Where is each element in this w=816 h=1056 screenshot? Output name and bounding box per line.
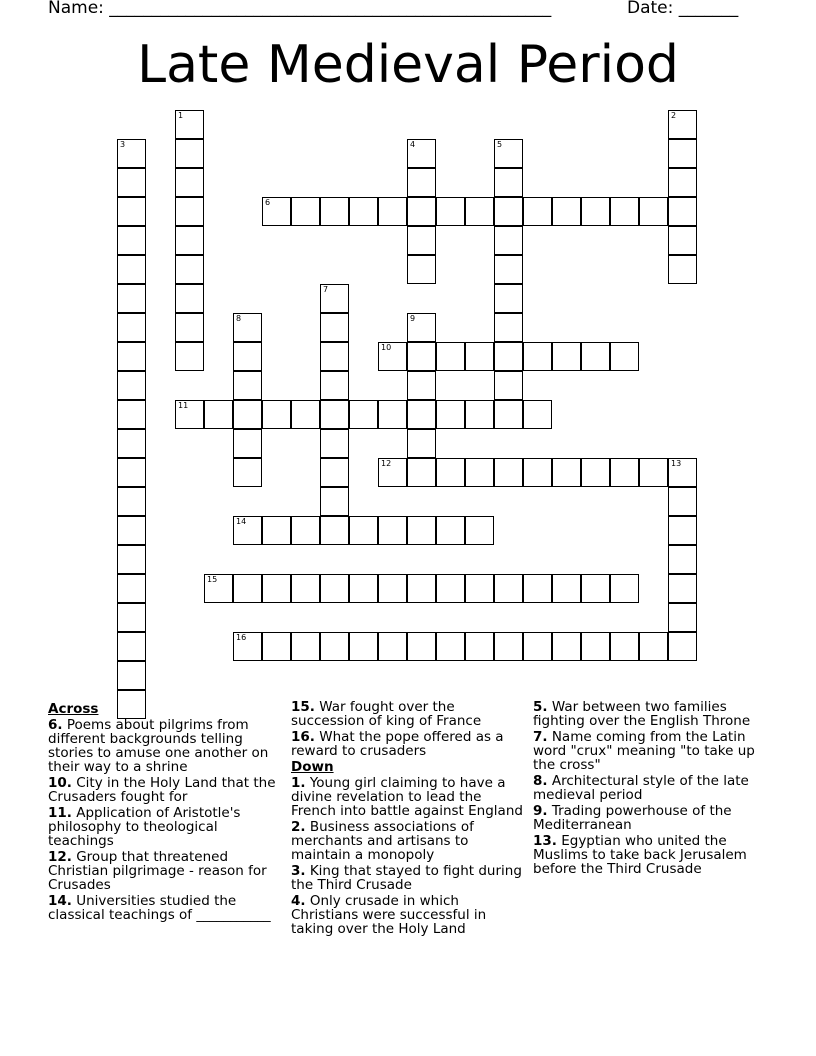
grid-cell[interactable] (552, 574, 581, 603)
clue-number: 7. (533, 729, 548, 745)
puzzle-title: Late Medieval Period (137, 35, 679, 95)
clue-number-label: 12 (381, 459, 392, 468)
clue-number-label: 6 (265, 198, 271, 207)
grid-cell[interactable] (465, 574, 494, 603)
grid-cell[interactable] (291, 516, 320, 545)
grid-cell[interactable] (494, 632, 523, 661)
grid-cell[interactable] (320, 313, 349, 342)
clue-across-11 (48, 806, 284, 848)
clue-number: 8. (533, 773, 548, 789)
grid-cell[interactable] (407, 371, 436, 400)
grid-cell[interactable] (349, 632, 378, 661)
grid-cell[interactable] (668, 545, 697, 574)
grid-cell[interactable] (117, 342, 146, 371)
grid-cell[interactable] (465, 632, 494, 661)
clue-number-label: 10 (381, 343, 392, 352)
grid-cell[interactable] (494, 139, 523, 168)
grid-cell[interactable] (552, 197, 581, 226)
grid-cell[interactable] (320, 284, 349, 313)
grid-cell[interactable] (407, 342, 436, 371)
grid-cell[interactable] (291, 632, 320, 661)
clue-number-label: 1 (178, 111, 184, 120)
grid-cell[interactable] (668, 516, 697, 545)
grid-cell[interactable] (668, 574, 697, 603)
grid-cell[interactable] (262, 516, 291, 545)
grid-cell[interactable] (610, 458, 639, 487)
grid-cell[interactable] (320, 342, 349, 371)
grid-cell[interactable] (494, 255, 523, 284)
grid-cell[interactable] (465, 400, 494, 429)
grid-cell[interactable] (117, 545, 146, 574)
grid-cell[interactable] (320, 487, 349, 516)
grid-cell[interactable] (175, 313, 204, 342)
grid-cell[interactable] (436, 342, 465, 371)
clue-down-1 (291, 776, 523, 818)
grid-cell[interactable] (581, 632, 610, 661)
clue-down-9 (533, 804, 773, 832)
grid-cell[interactable] (117, 661, 146, 690)
clue-text: War between two families fighting over the English Throne (533, 699, 751, 729)
clue-down-7 (533, 730, 773, 772)
clue-number: 9. (533, 803, 548, 819)
grid-cell[interactable] (233, 458, 262, 487)
grid-cell[interactable] (204, 574, 233, 603)
grid-cell[interactable] (117, 168, 146, 197)
grid-cell[interactable] (233, 516, 262, 545)
grid-cell[interactable] (465, 197, 494, 226)
grid-cell[interactable] (117, 429, 146, 458)
grid-cell[interactable] (494, 197, 523, 226)
grid-cell[interactable] (262, 632, 291, 661)
grid-cell[interactable] (320, 574, 349, 603)
clue-number: 2. (291, 819, 306, 835)
clue-number-label: 8 (236, 314, 242, 323)
clue-text: Young girl claiming to have a divine revelation to lead the French into battle against England (291, 775, 523, 819)
clue-number: 11. (48, 805, 72, 821)
clue-number: 1. (291, 775, 306, 791)
grid-cell[interactable] (378, 516, 407, 545)
grid-cell[interactable] (233, 371, 262, 400)
grid-cell[interactable] (320, 458, 349, 487)
grid-cell[interactable] (117, 487, 146, 516)
grid-cell[interactable] (175, 342, 204, 371)
clues-column-3 (533, 700, 773, 878)
grid-cell[interactable] (117, 226, 146, 255)
grid-cell[interactable] (175, 255, 204, 284)
clues-column-1 (48, 700, 284, 924)
grid-cell[interactable] (117, 139, 146, 168)
grid-cell[interactable] (610, 632, 639, 661)
grid-cell[interactable] (262, 400, 291, 429)
grid-cell[interactable] (610, 197, 639, 226)
clue-text: What the pope offered as a reward to crusaders (291, 729, 504, 759)
grid-cell[interactable] (117, 255, 146, 284)
clue-number: 13. (533, 833, 557, 849)
clue-across-14 (48, 894, 284, 922)
clue-number-label: 5 (497, 140, 503, 149)
grid-cell[interactable] (117, 197, 146, 226)
clue-text: Group that threatened Christian pilgrimage - reason for Crusades (48, 849, 267, 893)
clue-number: 3. (291, 863, 306, 879)
grid-cell[interactable] (175, 197, 204, 226)
clue-across-12 (48, 850, 284, 892)
grid-cell[interactable] (581, 574, 610, 603)
clue-number-label: 14 (236, 517, 247, 526)
grid-cell[interactable] (668, 487, 697, 516)
grid-cell[interactable] (378, 197, 407, 226)
clue-text: City in the Holy Land that the Crusaders fought for (48, 775, 276, 805)
grid-cell[interactable] (349, 400, 378, 429)
grid-cell[interactable] (320, 371, 349, 400)
grid-cell[interactable] (494, 342, 523, 371)
grid-cell[interactable] (262, 197, 291, 226)
grid-cell[interactable] (407, 139, 436, 168)
grid-cell[interactable] (407, 458, 436, 487)
grid-cell[interactable] (494, 313, 523, 342)
grid-cell[interactable] (494, 226, 523, 255)
clue-text: War fought over the succession of king of France (291, 699, 482, 729)
name-field-label: Name: ____________________________________________________ (48, 0, 552, 18)
clue-number-label: 15 (207, 575, 218, 584)
grid-cell[interactable] (117, 284, 146, 313)
clue-number: 16. (291, 729, 315, 745)
grid-cell[interactable] (465, 516, 494, 545)
grid-cell[interactable] (117, 400, 146, 429)
clue-number: 10. (48, 775, 72, 791)
grid-cell[interactable] (320, 632, 349, 661)
grid-cell[interactable] (494, 371, 523, 400)
clue-down-5 (533, 700, 773, 728)
grid-cell[interactable] (349, 197, 378, 226)
grid-cell[interactable] (233, 632, 262, 661)
clue-text: Trading powerhouse of the Mediterranean (533, 803, 732, 833)
grid-cell[interactable] (204, 400, 233, 429)
clue-number-label: 9 (410, 314, 416, 323)
date-field-label: Date: _______ (627, 0, 739, 18)
grid-cell[interactable] (523, 458, 552, 487)
grid-cell[interactable] (378, 574, 407, 603)
grid-cell[interactable] (523, 632, 552, 661)
grid-cell[interactable] (494, 400, 523, 429)
clue-text: Egyptian who united the Muslims to take back Jerusalem before the Third Crusade (533, 833, 747, 877)
grid-cell[interactable] (320, 516, 349, 545)
grid-cell[interactable] (668, 632, 697, 661)
grid-cell[interactable] (233, 342, 262, 371)
grid-cell[interactable] (320, 429, 349, 458)
grid-cell[interactable] (494, 168, 523, 197)
clue-across-16 (291, 730, 523, 758)
grid-cell[interactable] (349, 516, 378, 545)
clue-number: 15. (291, 699, 315, 715)
grid-cell[interactable] (175, 168, 204, 197)
grid-cell[interactable] (378, 342, 407, 371)
grid-cell[interactable] (668, 168, 697, 197)
grid-cell[interactable] (378, 400, 407, 429)
grid-cell[interactable] (117, 371, 146, 400)
grid-cell[interactable] (436, 632, 465, 661)
grid-cell[interactable] (436, 574, 465, 603)
clue-down-2 (291, 820, 523, 862)
grid-cell[interactable] (523, 400, 552, 429)
grid-cell[interactable] (117, 516, 146, 545)
grid-cell[interactable] (407, 313, 436, 342)
grid-cell[interactable] (175, 226, 204, 255)
grid-cell[interactable] (581, 197, 610, 226)
grid-cell[interactable] (523, 197, 552, 226)
clue-number: 5. (533, 699, 548, 715)
grid-cell[interactable] (494, 284, 523, 313)
grid-cell[interactable] (465, 342, 494, 371)
grid-cell[interactable] (610, 342, 639, 371)
clue-number-label: 3 (120, 140, 126, 149)
clue-across-6 (48, 718, 284, 774)
grid-cell[interactable] (668, 197, 697, 226)
across-heading: Across (48, 701, 99, 717)
grid-cell[interactable] (407, 400, 436, 429)
clue-text: Name coming from the Latin word "crux" meaning "to take up the cross" (533, 729, 755, 773)
grid-cell[interactable] (175, 284, 204, 313)
clue-number-label: 11 (178, 401, 189, 410)
grid-cell[interactable] (639, 632, 668, 661)
grid-cell[interactable] (291, 197, 320, 226)
clue-text: Architectural style of the late medieval period (533, 773, 749, 803)
grid-cell[interactable] (117, 574, 146, 603)
grid-cell[interactable] (378, 458, 407, 487)
clue-number: 14. (48, 893, 72, 909)
clue-number-label: 4 (410, 140, 416, 149)
grid-cell[interactable] (465, 458, 494, 487)
grid-cell[interactable] (436, 400, 465, 429)
clue-number-label: 16 (236, 633, 247, 642)
grid-cell[interactable] (494, 458, 523, 487)
grid-cell[interactable] (436, 458, 465, 487)
grid-cell[interactable] (407, 226, 436, 255)
grid-cell[interactable] (668, 458, 697, 487)
clue-number-label: 2 (671, 111, 677, 120)
clue-text: Poems about pilgrims from different backgrounds telling stories to amuse one another on their way to a shrine (48, 717, 269, 775)
grid-cell[interactable] (291, 574, 320, 603)
grid-cell[interactable] (436, 516, 465, 545)
grid-cell[interactable] (639, 458, 668, 487)
grid-cell[interactable] (407, 255, 436, 284)
clue-number: 4. (291, 893, 306, 909)
grid-cell[interactable] (407, 197, 436, 226)
clue-text: Business associations of merchants and artisans to maintain a monopoly (291, 819, 474, 863)
clue-number: 6. (48, 717, 63, 733)
grid-cell[interactable] (262, 574, 291, 603)
grid-cell[interactable] (349, 574, 378, 603)
grid-cell[interactable] (233, 313, 262, 342)
grid-cell[interactable] (581, 458, 610, 487)
clue-across-10 (48, 776, 284, 804)
grid-cell[interactable] (407, 574, 436, 603)
down-heading: Down (291, 759, 334, 775)
clue-down-13 (533, 834, 773, 876)
grid-cell[interactable] (523, 574, 552, 603)
grid-cell[interactable] (668, 226, 697, 255)
grid-cell[interactable] (117, 313, 146, 342)
grid-cell[interactable] (233, 429, 262, 458)
grid-cell[interactable] (552, 632, 581, 661)
grid-cell[interactable] (378, 632, 407, 661)
clue-number: 12. (48, 849, 72, 865)
grid-cell[interactable] (668, 603, 697, 632)
grid-cell[interactable] (494, 574, 523, 603)
clue-down-3 (291, 864, 523, 892)
grid-cell[interactable] (117, 458, 146, 487)
clue-down-8 (533, 774, 773, 802)
grid-cell[interactable] (581, 342, 610, 371)
clue-across-15 (291, 700, 523, 728)
clue-text: Application of Aristotle's philosophy to theological teachings (48, 805, 241, 849)
grid-cell[interactable] (552, 342, 581, 371)
grid-cell[interactable] (233, 400, 262, 429)
grid-cell[interactable] (407, 168, 436, 197)
clue-number-label: 7 (323, 285, 329, 294)
grid-cell[interactable] (668, 255, 697, 284)
clues-column-2 (291, 700, 523, 938)
grid-cell[interactable] (552, 458, 581, 487)
clue-text: Only crusade in which Christians were successful in taking over the Holy Land (291, 893, 487, 937)
clue-down-4 (291, 894, 523, 936)
grid-cell[interactable] (291, 400, 320, 429)
grid-cell[interactable] (320, 400, 349, 429)
grid-cell[interactable] (117, 603, 146, 632)
clue-text: Universities studied the classical teachings of ___________ (48, 893, 271, 923)
grid-cell[interactable] (175, 110, 204, 139)
grid-cell[interactable] (610, 574, 639, 603)
clue-number-label: 13 (671, 459, 682, 468)
grid-cell[interactable] (639, 197, 668, 226)
grid-cell[interactable] (320, 197, 349, 226)
clue-text: King that stayed to fight during the Third Crusade (291, 863, 522, 893)
grid-cell[interactable] (175, 139, 204, 168)
grid-cell[interactable] (407, 516, 436, 545)
grid-cell[interactable] (436, 197, 465, 226)
grid-cell[interactable] (407, 632, 436, 661)
grid-cell[interactable] (175, 400, 204, 429)
grid-cell[interactable] (233, 574, 262, 603)
grid-cell[interactable] (117, 632, 146, 661)
grid-cell[interactable] (407, 429, 436, 458)
grid-cell[interactable] (523, 342, 552, 371)
grid-cell[interactable] (668, 110, 697, 139)
grid-cell[interactable] (668, 139, 697, 168)
